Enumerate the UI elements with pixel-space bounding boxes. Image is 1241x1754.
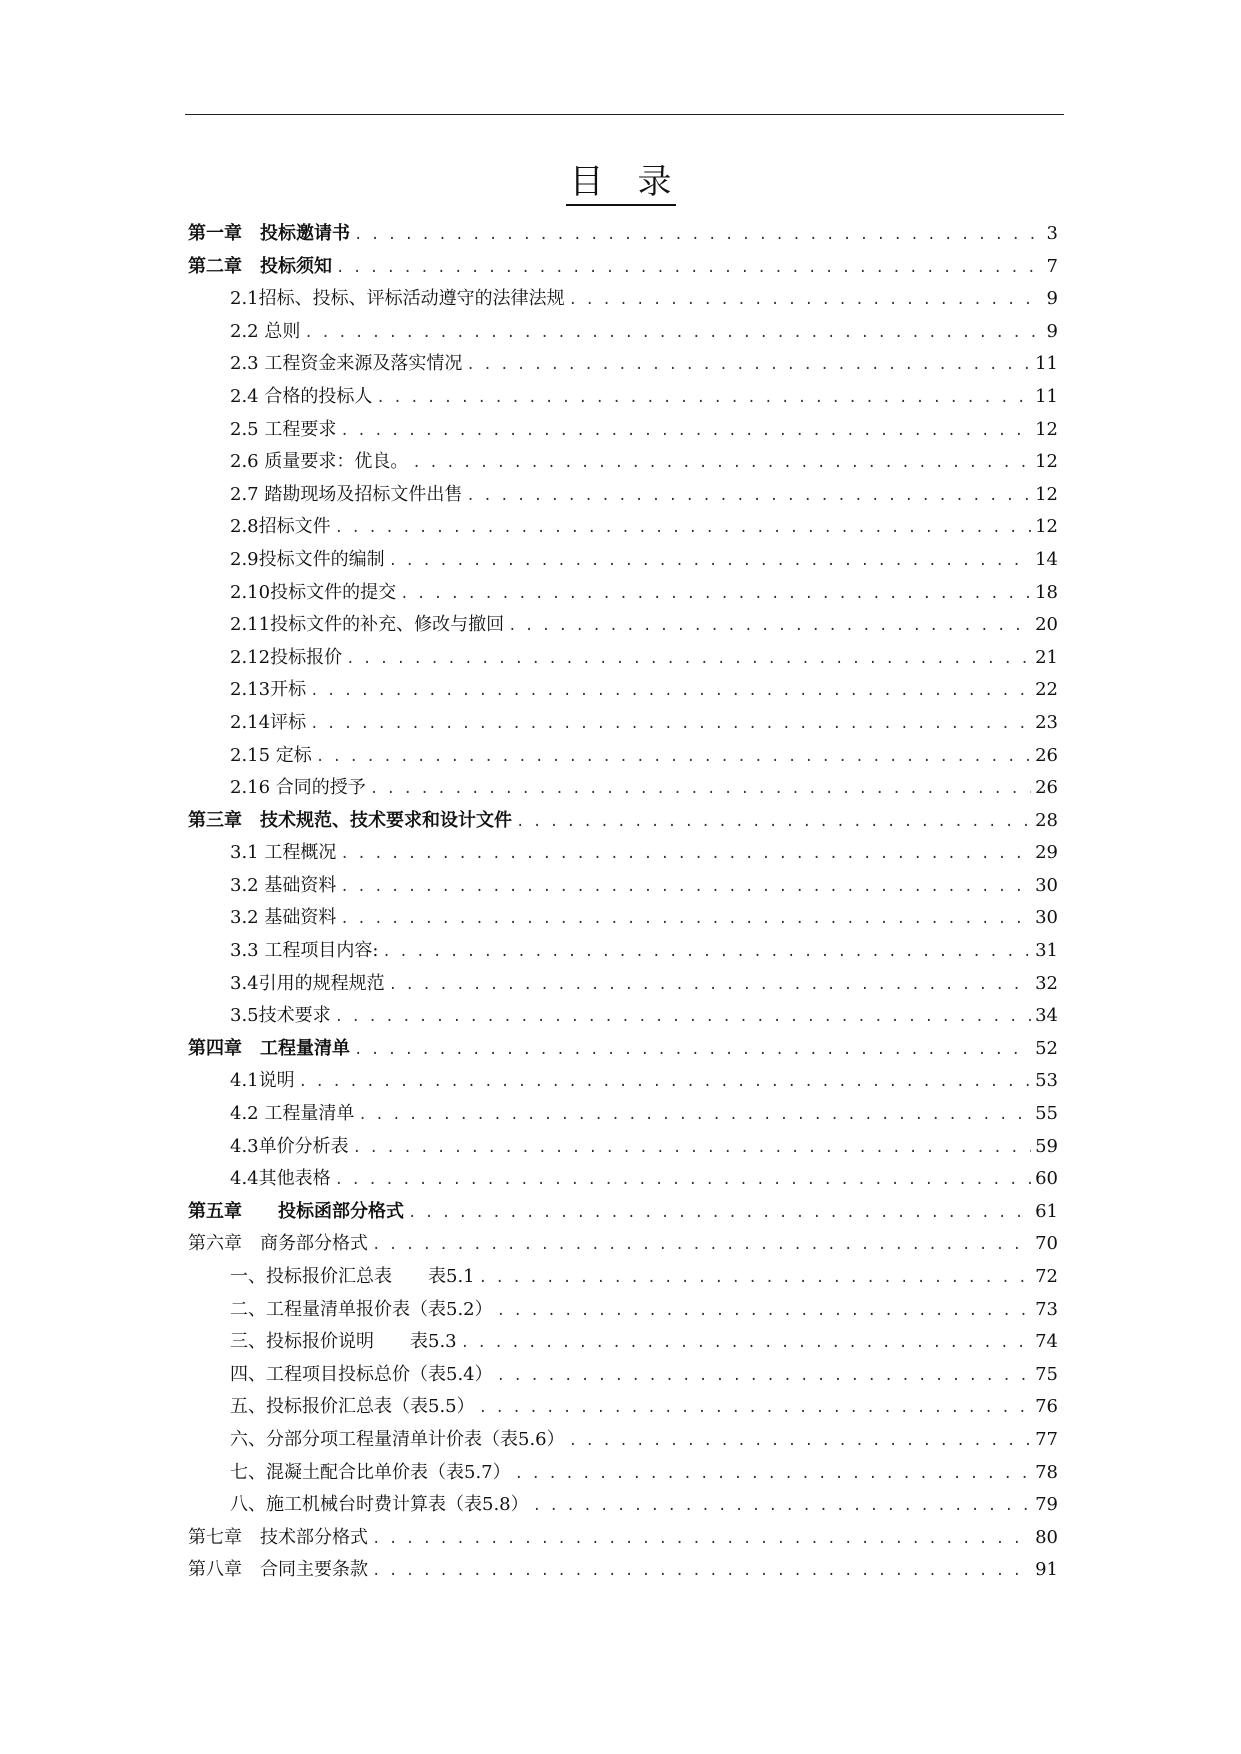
toc-entry[interactable]: [188, 283, 1058, 316]
toc-entry[interactable]: [188, 1326, 1058, 1359]
dot-leader: [466, 349, 1031, 382]
toc-entry-page: 12: [1035, 483, 1058, 505]
toc-entry-page: 32: [1035, 972, 1058, 994]
toc-entry-page: 21: [1035, 646, 1058, 668]
dot-leader: [408, 1197, 1031, 1230]
toc-entry-page: 11: [1035, 385, 1058, 407]
toc-entry[interactable]: [188, 511, 1058, 544]
dot-leader: [516, 806, 1031, 839]
dot-leader: [372, 1523, 1031, 1556]
toc-entry-page: 60: [1035, 1168, 1058, 1190]
toc-entry[interactable]: [188, 381, 1058, 414]
dot-leader: [400, 578, 1031, 611]
toc-entry-title: 3.1 工程概况: [230, 842, 337, 864]
toc-entry-title: 2.9投标文件的编制: [230, 548, 385, 570]
toc-entry-page: 79: [1035, 1494, 1058, 1516]
toc-entry-title: 第二章 投标须知: [188, 255, 332, 277]
toc-entry-title: 第四章 工程量清单: [188, 1037, 350, 1059]
toc-entry[interactable]: [188, 1228, 1058, 1261]
dot-leader: [336, 252, 1043, 285]
dot-leader: [382, 936, 1031, 969]
toc-entry-title: 2.6 质量要求：优良。: [230, 451, 409, 473]
toc-entry[interactable]: [188, 1098, 1058, 1131]
dot-leader: [353, 1132, 1031, 1165]
toc-entry-page: 72: [1035, 1266, 1058, 1287]
toc-entry[interactable]: [188, 805, 1058, 838]
toc-entry-title: 2.3 工程资金来源及落实情况: [230, 353, 463, 375]
dot-leader: [466, 480, 1031, 513]
toc-entry-page: 3: [1046, 223, 1058, 244]
toc-entry-page: 26: [1035, 777, 1058, 799]
toc-entry[interactable]: [188, 609, 1058, 642]
toc-entry-title: 五、投标报价汇总表（表5.5）: [230, 1396, 475, 1418]
toc-entry-title: 3.4引用的规程规范: [230, 972, 385, 994]
toc-entry-title: 2.1招标、投标、评标活动遵守的法律法规: [230, 288, 565, 310]
dot-leader: [358, 1099, 1031, 1132]
toc-title: [0, 158, 1241, 206]
toc-entry-page: 53: [1035, 1070, 1058, 1092]
toc-entry-title: 第六章 商务部分格式: [188, 1233, 368, 1255]
header-rule: [185, 114, 1064, 115]
toc-entry[interactable]: [188, 740, 1058, 773]
toc-entry-page: 73: [1035, 1298, 1058, 1320]
dot-leader: [569, 1425, 1031, 1458]
toc-entry[interactable]: [188, 348, 1058, 381]
dot-leader: [346, 643, 1031, 676]
toc-entry[interactable]: [188, 1163, 1058, 1196]
toc-entry-title: 2.11投标文件的补充、修改与撤回: [230, 614, 505, 636]
dot-leader: [304, 317, 1042, 350]
toc-entry[interactable]: [188, 1457, 1058, 1490]
toc-entry-page: 52: [1035, 1037, 1058, 1059]
toc-entry[interactable]: [188, 1131, 1058, 1164]
toc-entry-page: 34: [1035, 1005, 1058, 1027]
toc-entry[interactable]: [188, 1424, 1058, 1457]
toc-entry[interactable]: [188, 316, 1058, 349]
toc-entry-page: 18: [1035, 581, 1058, 603]
toc-entry-page: 31: [1035, 940, 1058, 962]
dot-leader: [335, 1164, 1031, 1197]
dot-leader: [316, 741, 1031, 774]
toc-entry-title: 三、投标报价说明 表5.3: [230, 1331, 457, 1353]
toc-entry[interactable]: [188, 772, 1058, 805]
toc-entry[interactable]: [188, 479, 1058, 512]
dot-leader: [389, 969, 1031, 1002]
toc-entry-page: 22: [1035, 679, 1058, 701]
toc-entry-page: 26: [1035, 744, 1058, 766]
dot-leader: [515, 1458, 1031, 1491]
dot-leader: [335, 1001, 1031, 1034]
toc-entry-title: 3.2 基础资料: [230, 874, 337, 896]
toc-entry-page: 75: [1035, 1363, 1058, 1385]
toc-entry[interactable]: [188, 837, 1058, 870]
toc-entry[interactable]: [188, 1033, 1058, 1066]
toc-entry[interactable]: [188, 577, 1058, 610]
toc-entry-title: 第三章 技术规范、技术要求和设计文件: [188, 809, 512, 831]
toc-entry-page: 29: [1035, 842, 1058, 864]
dot-leader: [354, 1034, 1031, 1067]
toc-entry-page: 20: [1035, 614, 1058, 636]
toc-entry-title: 4.3单价分析表: [230, 1135, 349, 1157]
toc-entry[interactable]: [188, 870, 1058, 903]
toc-entry[interactable]: [188, 1554, 1058, 1587]
toc-entry[interactable]: [188, 1359, 1058, 1392]
toc-entry-title: 第一章 投标邀请书: [188, 223, 350, 244]
dot-leader: [389, 545, 1031, 578]
toc-entry-title: 2.8招标文件: [230, 516, 331, 538]
toc-entry-title: 4.4其他表格: [230, 1168, 331, 1190]
dot-leader: [497, 1295, 1031, 1328]
toc-entry-title: 2.10投标文件的提交: [230, 581, 397, 603]
toc-entry[interactable]: [188, 968, 1058, 1001]
toc-entry[interactable]: [188, 1391, 1058, 1424]
toc-entry[interactable]: [188, 1196, 1058, 1229]
dot-leader: [340, 838, 1031, 871]
toc-entry-page: 14: [1035, 548, 1058, 570]
toc-entry-page: 55: [1035, 1103, 1058, 1125]
toc-entry-title: 3.2 基础资料: [230, 907, 337, 929]
dot-leader: [340, 871, 1031, 904]
toc-entry[interactable]: [188, 414, 1058, 447]
toc-entry[interactable]: [188, 446, 1058, 479]
toc-entry[interactable]: [188, 544, 1058, 577]
toc-entry-page: 12: [1035, 516, 1058, 538]
dot-leader: [497, 1360, 1031, 1393]
toc-entry-page: 74: [1035, 1331, 1058, 1353]
toc-entry[interactable]: [188, 218, 1058, 251]
toc-entry-title: 2.5 工程要求: [230, 418, 337, 440]
toc-entry-page: 59: [1035, 1135, 1058, 1157]
toc-entry-page: 9: [1046, 288, 1058, 310]
toc-entry-title: 3.3 工程项目内容:: [230, 940, 379, 962]
toc-entry-page: 76: [1035, 1396, 1058, 1418]
toc-entry-title: 第五章 投标函部分格式: [188, 1200, 404, 1222]
toc-entry-page: 80: [1035, 1526, 1058, 1548]
dot-leader: [335, 512, 1031, 545]
toc-entry-page: 28: [1035, 809, 1058, 831]
toc-entry-title: 2.7 踏勘现场及招标文件出售: [230, 483, 463, 505]
toc-entry-title: 第八章 合同主要条款: [188, 1559, 368, 1581]
toc-title-text: 目 录: [566, 162, 676, 206]
dot-leader: [479, 1392, 1031, 1425]
dot-leader: [479, 1262, 1031, 1295]
dot-leader: [533, 1490, 1031, 1523]
toc-entry-title: 2.13开标: [230, 679, 307, 701]
dot-leader: [370, 773, 1031, 806]
toc-entry-title: 2.2 总则: [230, 320, 301, 342]
toc-entry-page: 30: [1035, 874, 1058, 896]
toc-entry-page: 91: [1035, 1559, 1058, 1581]
toc-entry-title: 二、工程量清单报价表（表5.2）: [230, 1298, 493, 1320]
table-of-contents: [188, 218, 1058, 1587]
toc-entry[interactable]: [188, 251, 1058, 284]
toc-entry[interactable]: [188, 1522, 1058, 1555]
toc-entry-title: 四、工程项目投标总价（表5.4）: [230, 1363, 493, 1385]
dot-leader: [412, 447, 1031, 480]
toc-entry-title: 一、投标报价汇总表 表5.1: [230, 1266, 475, 1287]
toc-entry-page: 30: [1035, 907, 1058, 929]
toc-entry-title: 第七章 技术部分格式: [188, 1526, 368, 1548]
dot-leader: [310, 708, 1031, 741]
dot-leader: [340, 415, 1031, 448]
dot-leader: [461, 1327, 1031, 1360]
toc-entry-page: 7: [1046, 255, 1058, 277]
toc-entry[interactable]: [188, 707, 1058, 740]
dot-leader: [372, 1229, 1031, 1262]
toc-entry-page: 78: [1035, 1461, 1058, 1483]
toc-entry-title: 4.1说明: [230, 1070, 295, 1092]
toc-entry[interactable]: [188, 1261, 1058, 1294]
toc-entry-page: 70: [1035, 1233, 1058, 1255]
toc-entry-page: 77: [1035, 1428, 1058, 1450]
toc-entry[interactable]: [188, 1065, 1058, 1098]
toc-entry-page: 12: [1035, 451, 1058, 473]
toc-entry[interactable]: [188, 1294, 1058, 1327]
toc-entry[interactable]: [188, 674, 1058, 707]
toc-entry[interactable]: [188, 935, 1058, 968]
toc-entry[interactable]: [188, 1000, 1058, 1033]
dot-leader: [354, 219, 1043, 252]
toc-entry-title: 2.16 合同的授予: [230, 777, 366, 799]
toc-entry[interactable]: [188, 642, 1058, 675]
toc-entry[interactable]: [188, 1489, 1058, 1522]
toc-entry-title: 2.4 合格的投标人: [230, 385, 373, 407]
dot-leader: [508, 610, 1031, 643]
toc-entry-title: 3.5技术要求: [230, 1005, 331, 1027]
toc-entry-title: 八、施工机械台时费计算表（表5.8）: [230, 1494, 529, 1516]
toc-entry-title: 2.12投标报价: [230, 646, 343, 668]
toc-entry-title: 2.15 定标: [230, 744, 312, 766]
dot-leader: [372, 1555, 1031, 1588]
toc-entry-title: 2.14评标: [230, 711, 307, 733]
toc-entry-page: 61: [1035, 1200, 1058, 1222]
toc-entry-page: 23: [1035, 711, 1058, 733]
dot-leader: [310, 675, 1031, 708]
toc-entry[interactable]: [188, 902, 1058, 935]
toc-entry-page: 9: [1046, 320, 1058, 342]
dot-leader: [340, 903, 1031, 936]
toc-entry-title: 4.2 工程量清单: [230, 1103, 355, 1125]
dot-leader: [376, 382, 1031, 415]
toc-entry-page: 11: [1035, 353, 1058, 375]
toc-entry-page: 12: [1035, 418, 1058, 440]
toc-entry-title: 七、混凝土配合比单价表（表5.7）: [230, 1461, 511, 1483]
dot-leader: [569, 284, 1043, 317]
toc-entry-title: 六、分部分项工程量清单计价表（表5.6）: [230, 1428, 565, 1450]
dot-leader: [299, 1066, 1031, 1099]
